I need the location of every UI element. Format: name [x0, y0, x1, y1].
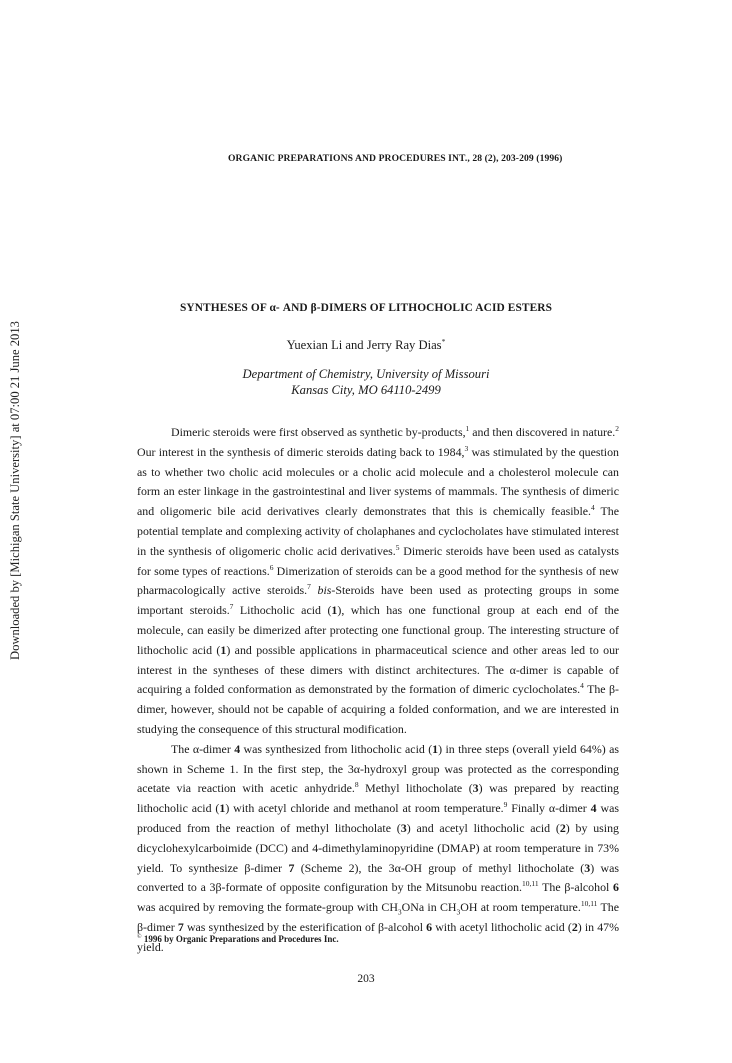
compound-number: 2 — [571, 919, 578, 934]
citation-ref: 10,11 — [522, 879, 539, 889]
citation-ref: 3 — [464, 443, 469, 453]
download-watermark: Downloaded by [Michigan State University] at 07:00 21 June 2013 — [8, 321, 22, 660]
citation-ref: 2 — [615, 424, 619, 434]
paragraph-intro: Dimeric steroids were first observed as synthetic by-products,$^1$ and then discovered in nature.$^2$ Our interest in the synthesis of dimeric steroids dating back to 1984,$^3$ was stimulated by the question as to whether two cholic acid molecules or a cholic acid molecule and a cholesterol molecule can form an ester linkage in the gastrointestinal and liver systems of mammals. The synthesis of dimeric and oligomeric bile acid derivatives clearly demonstrates that this is chemically feasible.$^4$ The potential template and complexing activity of cholaphanes and cyclocholates have stimulated interest in the synthesis of oligomeric cholic acid derivatives.$^5$ Dimeric steroids have been used as catalysts for some types of reactions.$^6$ Dimerization of steroids can be a good method for the synthesis of new pharmacologically active steroids.$^7$ bis-Steroids have been used as protecting groups in some important steroids.$^7$ Lithocholic acid (1), which has one functional group at each end of the molecule, can easily be dimerized after protecting one functional group. The interesting structure of lithocholic acid (1) and possible applications in pharmaceutical science and other areas led to our interest in the syntheses of these dimers with distinct architectures. The α-dimer is capable of acquiring a folded conformation as demonstrated by the formation of dimeric cyclocholates.$^4$ The β-dimer, however, should not be capable of acquiring a folded conformation, and we are interested in studying the consequence of this structural modification. — [137, 424, 620, 736]
citation-ref: 10,11 — [580, 899, 598, 909]
affiliation — [0, 366, 732, 398]
paragraph-synthesis: The α-dimer 4 was synthesized from lithocholic acid (1) in three steps (overall yield 64%) as shown in Scheme 1. In the first step, the 3α-hydroxyl group was protected as the corresponding acetate via reaction with acetic anhydride.$^8$ Methyl lithocholate (3) was prepared by reacting lithocholic acid (1) with acetyl chloride and methanol at room temperature.$^9$ Finally α-dimer 4 was produced from the reaction of methyl lithocholate (3) and acetyl lithocholic acid (2) by using dicyclohexylcarboimide (DCC) and 4-dimethylaminopyridine (DMAP) at room temperature in 73% yield. To synthesize β-dimer 7 (Scheme 2), the 3α-OH group of methyl lithocholate (3) was converted to a 3β-formate of opposite configuration by the Mitsunobu reaction.$^{10,11}$ The β-alcohol 6 was acquired by removing the formate-group with $CH_3ONa$ in $CH_3OH$ at room temperature.$^{10,11}$ The β-dimer 7 was synthesized by the esterification of β-alcohol 6 with acetyl lithocholic acid (2) in 47% yield. — [137, 741, 620, 954]
compound-number: 4 — [234, 741, 241, 756]
compound-number: 3 — [400, 820, 407, 835]
copyright-symbol: © — [137, 934, 142, 940]
subscript: 3 — [456, 907, 461, 917]
compound-number: 3 — [472, 781, 479, 796]
compound-number: 1 — [432, 741, 439, 756]
citation-ref: 1 — [465, 424, 470, 434]
compound-number: 4 — [590, 801, 597, 816]
compound-number: 1 — [219, 801, 226, 816]
citation-ref: 7 — [229, 602, 234, 612]
citation-ref: 7 — [307, 582, 311, 592]
article-title: SYNTHESES OF α- AND β-DIMERS OF LITHOCHOLIC ACID ESTERS — [179, 302, 553, 314]
affiliation-address: Kansas City, MO 64110-2499 — [291, 383, 441, 397]
compound-number: 1 — [220, 642, 227, 657]
citation-ref: 6 — [269, 562, 274, 572]
compound-number: 3 — [584, 860, 591, 875]
italic-term: bis — [317, 583, 332, 598]
compound-number: 7 — [288, 860, 295, 875]
author-names: Yuexian Li and Jerry Ray Dias — [286, 338, 442, 352]
compound-number: 6 — [426, 919, 433, 934]
compound-number: 7 — [177, 919, 184, 934]
citation-ref: 4 — [591, 503, 595, 513]
journal-header: ORGANIC PREPARATIONS AND PROCEDURES INT., 28 (2), 203-209 (1996) — [228, 153, 563, 164]
page-number: 203 — [357, 973, 375, 985]
compound-number: 2 — [559, 820, 566, 835]
copyright-notice: © 1996 by Organic Preparations and Procedures Inc. — [137, 934, 339, 944]
compound-number: 1 — [331, 603, 338, 618]
compound-number: 6 — [613, 880, 619, 895]
corresponding-author-mark: * — [441, 336, 446, 346]
author-line — [0, 338, 732, 353]
citation-ref: 4 — [580, 681, 584, 691]
citation-ref: 8 — [354, 780, 359, 790]
citation-ref: 9 — [503, 800, 508, 810]
subscript: 3 — [397, 907, 402, 917]
citation-ref: 5 — [395, 542, 400, 552]
affiliation-department: Department of Chemistry, University of Missouri — [242, 367, 490, 381]
article-body — [137, 423, 619, 958]
